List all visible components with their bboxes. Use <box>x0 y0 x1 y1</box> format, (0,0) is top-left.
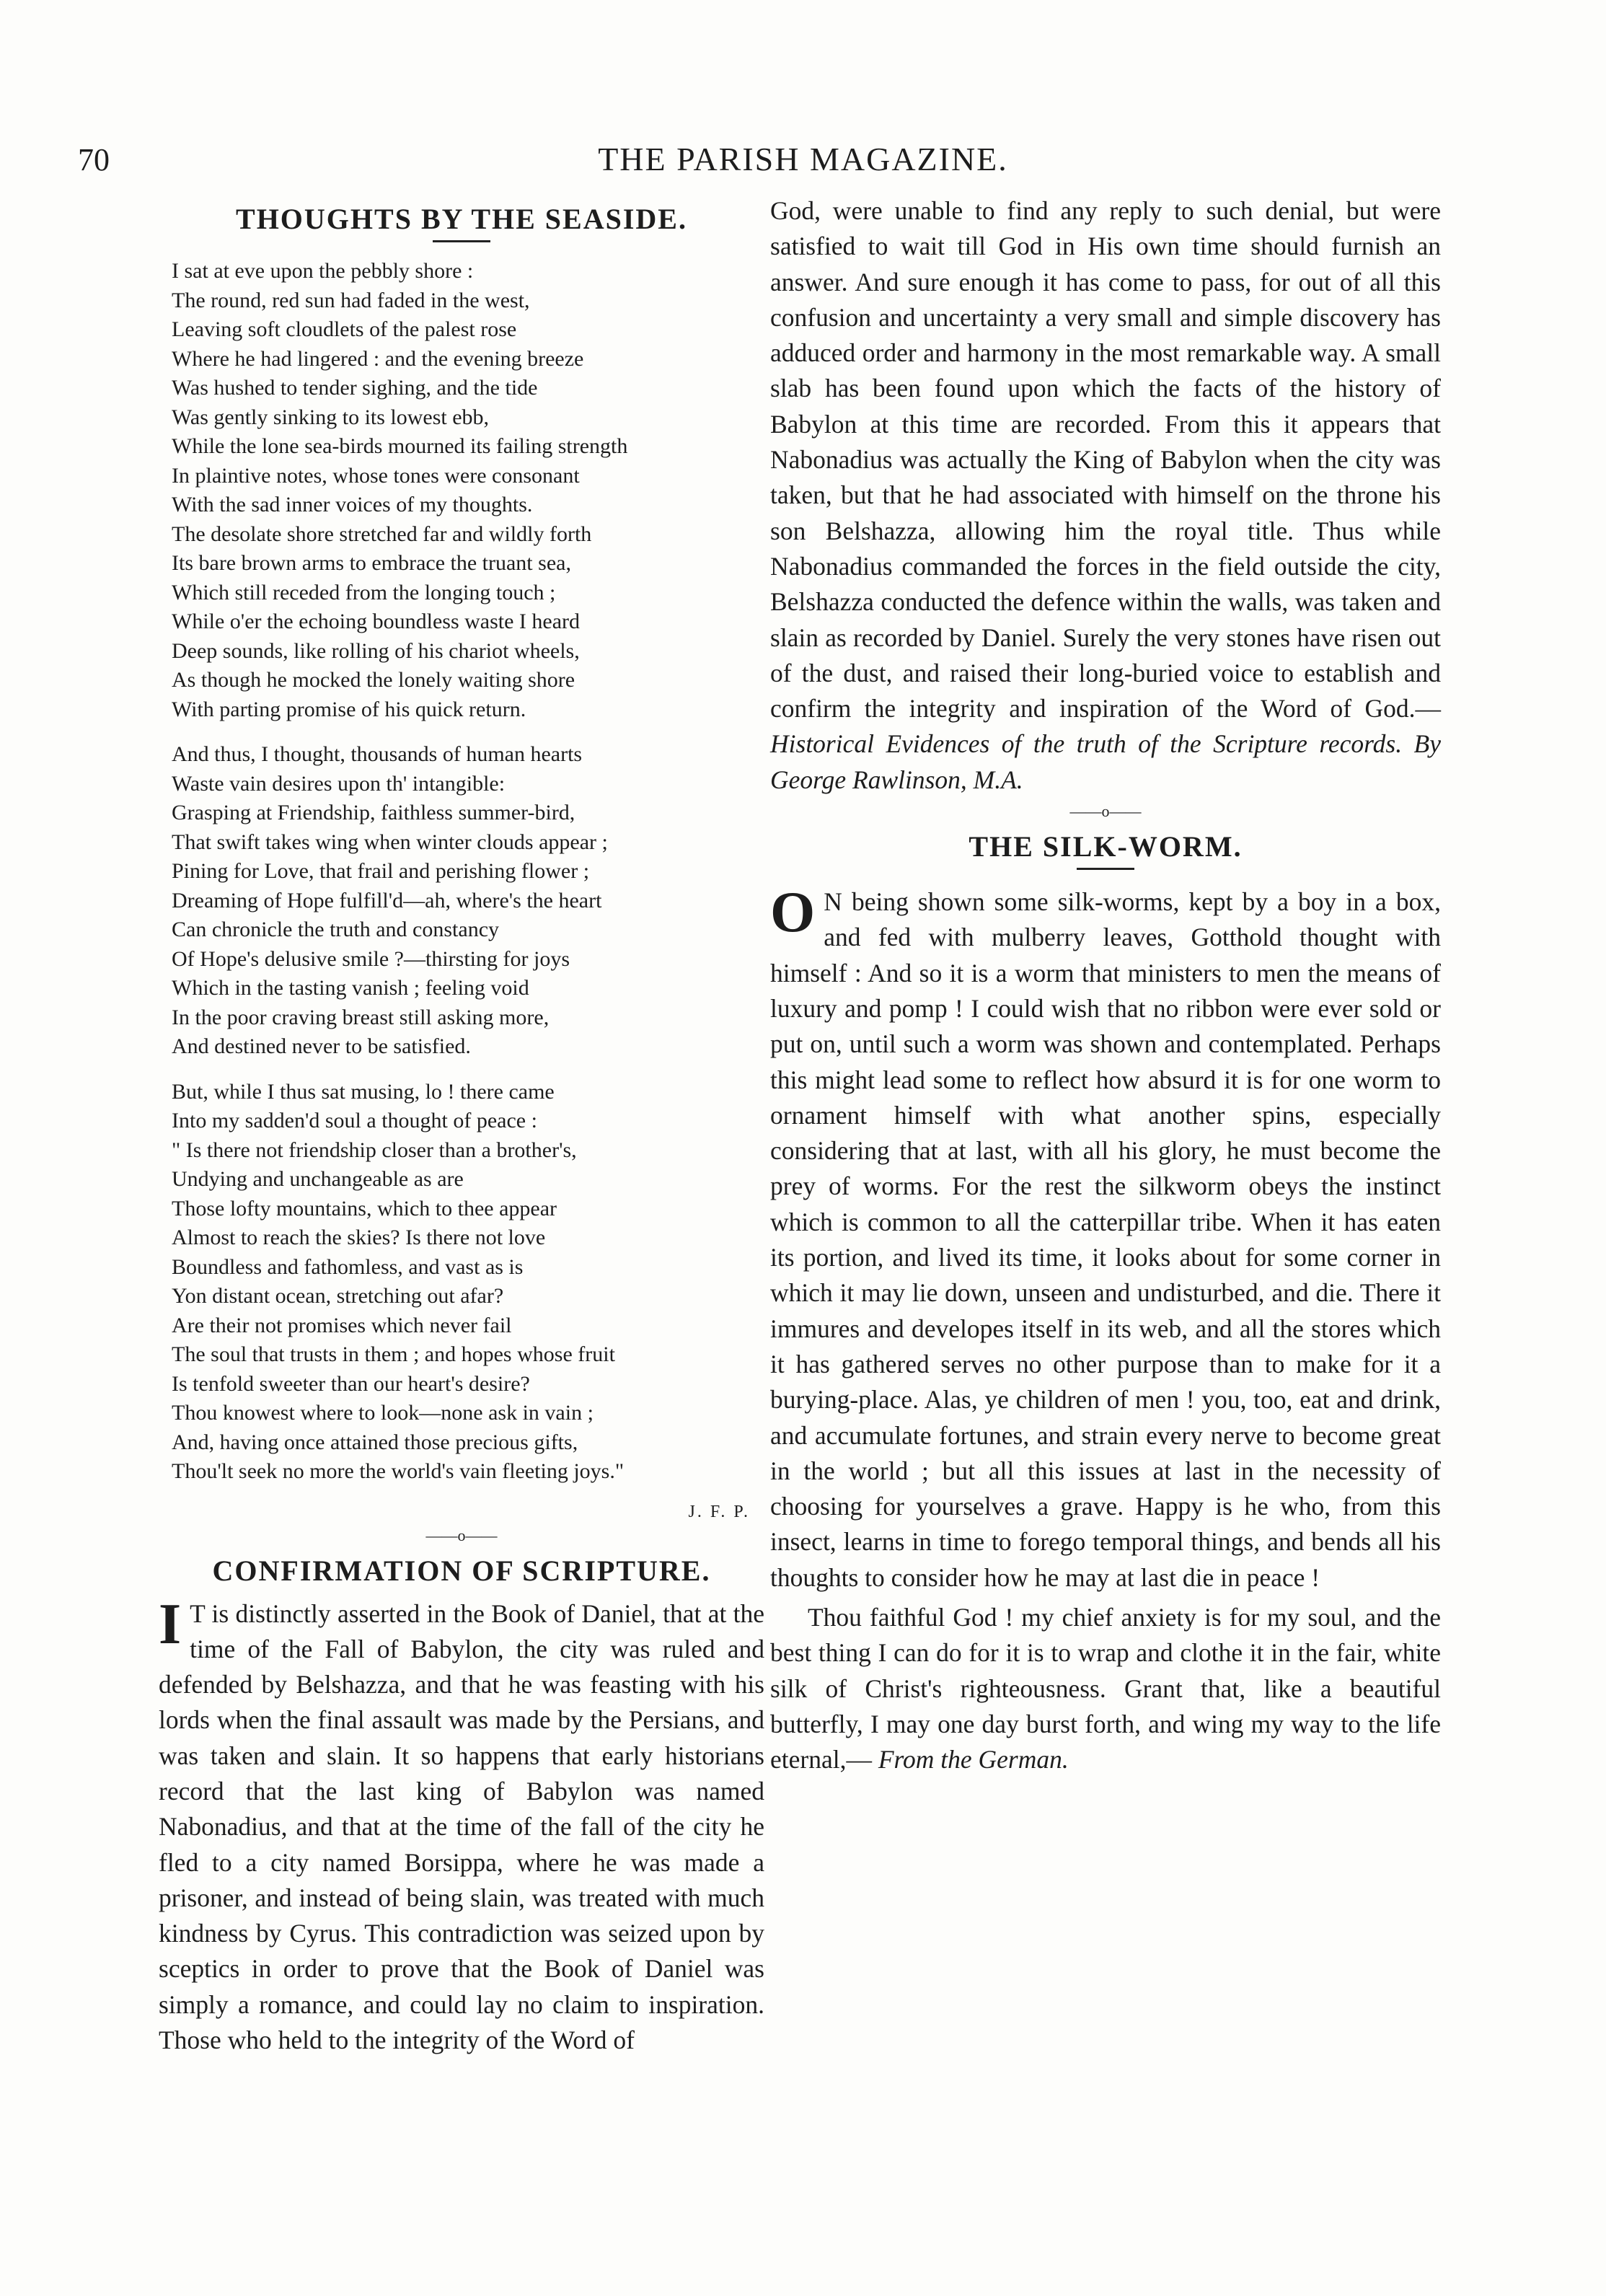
poem-line: The soul that trusts in them ; and hopes whose fruit <box>172 1342 615 1366</box>
confirmation-body-left <box>159 1592 764 2059</box>
poem-line: I sat at eve upon the pebbly shore : <box>172 259 474 283</box>
poem-stanza <box>172 740 764 1062</box>
poem-line: Was gently sinking to its lowest ebb, <box>172 405 490 429</box>
poem-line: In plaintive notes, whose tones were consonant <box>172 463 580 488</box>
poem-line: Into my sadden'd soul a thought of peace : <box>172 1109 537 1132</box>
drop-cap: O <box>770 881 816 945</box>
poem-stanza <box>172 1078 764 1487</box>
poem-line: Thou'lt seek no more the world's vain fleeting joys." <box>172 1459 625 1483</box>
poem-line: Almost to reach the skies? Is there not love <box>172 1226 546 1249</box>
confirmation-text: T is distinctly asserted in the Book of Daniel, that at the time of the Fall of Babylon, the city was ruled and defended by Belshazza, and that he was feasting with his lords when the final assault was made by the Persians, and was taken and slain. It so happens that early historians record that the last king of Babylon was named Nabonadius, and that at the time of the fall of the city he fled to a city named Borsippa, where he was made a prisoner, and instead of being slain, was treated with much kindness by Cyrus. This contradiction was seized upon by sceptics in order to prove that the Book of Daniel was simply a romance, and could lay no claim to inspiration. Those who held to the integrity of the Word of <box>159 1598 764 2055</box>
poem-line: Thou knowest where to look—none ask in vain ; <box>172 1401 594 1425</box>
title-rule <box>433 240 490 242</box>
page-number: 70 <box>78 142 110 177</box>
section-separator-2: ——o—— <box>1069 802 1142 821</box>
title-rule-2 <box>1077 868 1134 870</box>
poem-line: Can chronicle the truth and constancy <box>172 918 500 941</box>
drop-cap: I <box>159 1592 182 1656</box>
poem-title: THOUGHTS BY THE SEASIDE. <box>236 203 687 235</box>
poem-line: Undying and unchangeable as are <box>172 1167 464 1191</box>
poem <box>172 257 764 1487</box>
poem-line: Waste vain desires upon th' intangible: <box>172 771 506 796</box>
poem-line: Boundless and fathomless, and vast as is <box>172 1254 524 1279</box>
confirmation-body-right <box>770 193 1441 798</box>
silkworm-text-1: N being shown some silk-worms, kept by a boy in a box, and fed with mulberry leaves, Gotthold thought with himself : And so it is a worm that ministers to men the means of luxury and pomp ! I could wish that no ribbon were ever sold or put on, until such a worm was shown and contemplated. Perhaps this might lead some to reflect how absurd it is for one worm to ornament himself with what another spins, especially considering that at last, with all his glory, he must become the prey of worms. For the rest the silkworm obeys the instinct which is common to all the catterpillar tribe. When it has eaten its portion, and lived its time, it looks about for some corner in which it may lie down, unseen and undisturbed, and die. There it immures and developes itself in its web, and all the stores which it has gathered serves no other purpose than to make for it a burying-place. Alas, ye children of men ! you, too, eat and drink, and accumulate fortunes, and strain every nerve to become great in the world ; but all this issues at last in the necessity of choosing for yourselves a grave. Happy is he who, from this insect, learns in time to forego temporal things, and bends all his thoughts to consider how he may at last die in peace ! <box>770 887 1441 1592</box>
right-column <box>770 193 1441 1777</box>
silkworm-title: THE SILK-WORM. <box>969 830 1243 863</box>
silkworm-paragraph-2 <box>770 1600 1441 1777</box>
poem-line: Of Hope's delusive smile ?—thirsting for joys <box>172 946 570 971</box>
silkworm-source: From the German. <box>878 1745 1069 1774</box>
poem-stanza <box>172 257 764 724</box>
poem-line: Is tenfold sweeter than our heart's desire? <box>172 1371 530 1396</box>
running-head: THE PARISH MAGAZINE. <box>598 141 1008 177</box>
poem-line: Which in the tasting vanish ; feeling void <box>172 976 529 1000</box>
poem-line: Was hushed to tender sighing, and the tide <box>172 376 538 400</box>
poem-line: And thus, I thought, thousands of human hearts <box>172 742 583 766</box>
poem-line: Yon distant ocean, stretching out afar? <box>172 1284 504 1308</box>
poem-line: While the lone sea-birds mourned its failing strength <box>172 434 628 458</box>
poem-line: Deep sounds, like rolling of his chariot wheels, <box>172 638 580 663</box>
poem-line: And destined never to be satisfied. <box>172 1034 471 1058</box>
poem-line: With the sad inner voices of my thoughts. <box>172 493 533 516</box>
poem-line: And, having once attained those precious gifts, <box>172 1430 578 1454</box>
poem-line: Leaving soft cloudlets of the palest rose <box>172 317 517 341</box>
section-separator: ——o—— <box>425 1526 498 1544</box>
poem-line: " Is there not friendship closer than a brother's, <box>172 1138 577 1162</box>
silkworm-paragraph-1 <box>770 881 1441 1596</box>
poem-line: While o'er the echoing boundless waste I heard <box>172 610 581 633</box>
poem-line: That swift takes wing when winter clouds appear ; <box>172 830 608 854</box>
poem-signature: J. F. P. <box>688 1502 750 1521</box>
poem-line: The desolate shore stretched far and wildly forth <box>172 522 592 546</box>
silkworm-text-2: Thou faithful God ! my chief anxiety is for my soul, and the best thing I can do for it is to wrap and clothe it in the fair, white silk of Christ's righteousness. Grant that, like a beautiful butterfly, I may one day burst forth, and wing my way to the life eternal,— <box>770 1602 1441 1774</box>
confirmation-source: Historical Evidences of the truth of the Scripture records. By George Rawlinson, M.A. <box>770 729 1441 794</box>
poem-line: Its bare brown arms to embrace the truant sea, <box>172 551 571 575</box>
poem-line: Which still receded from the longing touch ; <box>172 580 556 604</box>
poem-line: Dreaming of Hope fulfill'd—ah, where's the heart <box>172 888 602 912</box>
poem-line: Those lofty mountains, which to thee appear <box>172 1196 557 1220</box>
poem-line: As though he mocked the lonely waiting shore <box>172 668 575 692</box>
poem-line: The round, red sun had faded in the west, <box>172 288 530 312</box>
poem-line: Where he had lingered : and the evening breeze <box>172 346 584 371</box>
poem-line: But, while I thus sat musing, lo ! there came <box>172 1079 555 1104</box>
poem-line: With parting promise of his quick return. <box>172 697 526 721</box>
confirmation-continued-text: God, were unable to find any reply to such denial, but were satisfied to wait till God in His own time should furnish an answer. And sure enough it has come to pass, for out of all this confusion and uncertainty a very small and simple discovery has adduced order and harmony in the most remarkable way. A small slab has been found upon which the facts of the history of Babylon at this time are recorded. From this it appears that Nabonadius was actually the King of Babylon when the city was taken, but that he had associated with himself on the throne his son Belshazza, allowing him the royal title. Thus while Nabonadius commanded the forces in the field outside the city, Belshazza conducted the defence within the walls, was taken and slain as recorded by Daniel. Surely the very stones have risen out of the dust, and raised their long-buried voice to establish and confirm the integrity and inspiration of the Word of God.— <box>770 196 1441 723</box>
left-column <box>159 193 764 2058</box>
poem-line: Pining for Love, that frail and perishing flower ; <box>172 859 590 883</box>
poem-line: Are their not promises which never fail <box>172 1313 512 1337</box>
poem-line: Grasping at Friendship, faithless summer-bird, <box>172 801 575 824</box>
confirmation-title: CONFIRMATION OF SCRIPTURE. <box>212 1554 711 1587</box>
poem-line: In the poor craving breast still asking more, <box>172 1005 550 1029</box>
